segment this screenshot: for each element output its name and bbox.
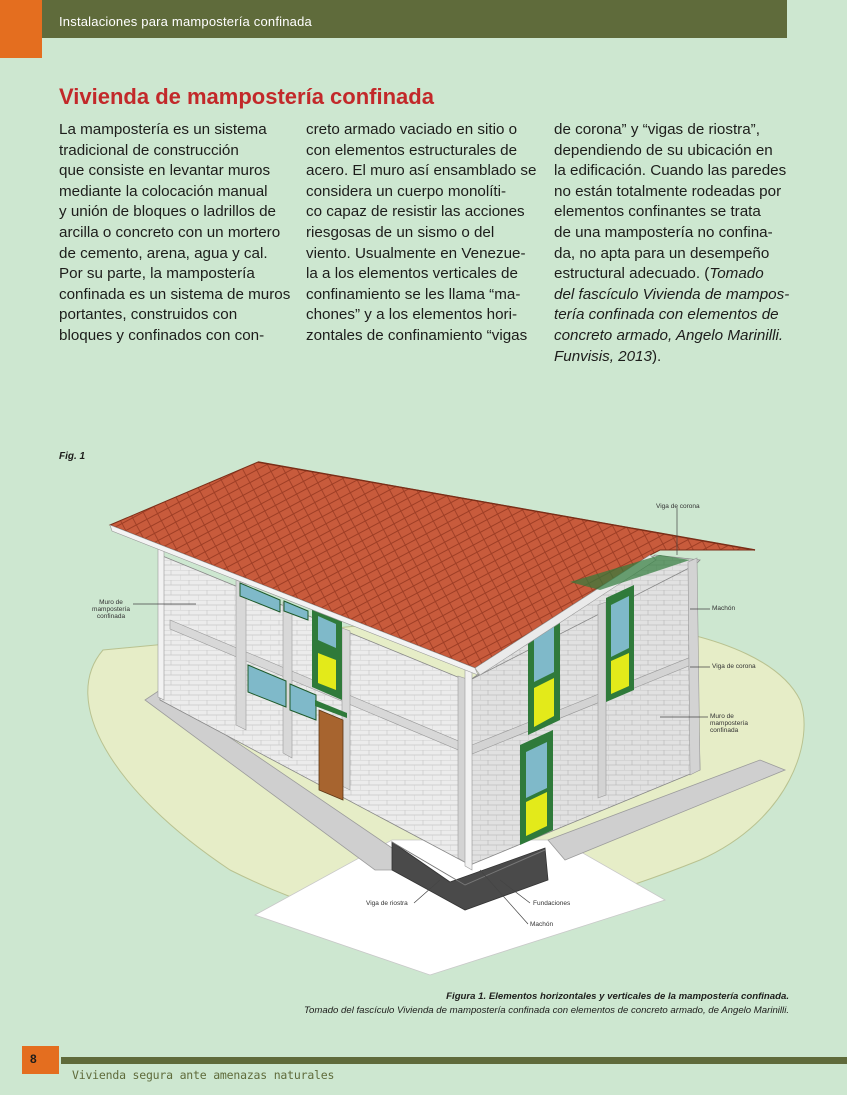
text-line: con elementos estructurales de [306, 141, 518, 159]
text-fragment: ). [651, 347, 662, 365]
callout-text: Muro de [99, 599, 123, 606]
text-line: chones” y a los elementos hori- [306, 306, 518, 324]
figure-caption [304, 990, 789, 1018]
section-title: Instalaciones para mampostería confinada [59, 14, 312, 29]
window-tall-front [312, 606, 342, 700]
text-line: elementos confinantes se trata [554, 203, 761, 221]
caption-title: Figura 1. Elementos horizontales y verticales de la mampostería confinada. [446, 991, 789, 1002]
article-title: Vivienda de mampostería confinada [59, 84, 434, 109]
tie-column-front [236, 580, 246, 730]
caption-source: Tomado del fascículo Vivienda de mampostería confinada con elementos de concreto armado, de Angelo Marinilli. [304, 1005, 789, 1016]
text-line: bloques y confinados con con- [59, 326, 265, 344]
text-line: viento. Usualmente en Venezue- [306, 244, 526, 262]
text-line: dependiendo de su ubicación en [554, 141, 773, 159]
text-line: co capaz de resistir las acciones [306, 203, 525, 221]
footer-bar [61, 1057, 847, 1064]
text-line: que consiste en levantar muros [59, 162, 271, 180]
text-line: arcilla o concreto con un mortero [59, 223, 281, 241]
callout-muro-left [88, 599, 134, 620]
citation-italic: Tomado [709, 265, 764, 283]
text-line: de una mampostería no confina- [554, 223, 773, 241]
callout-viga-riostra: Viga de riostra [366, 900, 408, 907]
callout-text: Muro de [710, 713, 734, 720]
text-line: zontales de confinamiento “vigas [306, 326, 528, 344]
footer-series-title: Vivienda segura ante amenazas naturales [72, 1068, 335, 1082]
text-line: da, no apta para un desempeño [554, 244, 770, 262]
citation-line: del fascículo Vivienda de mampos- [554, 285, 790, 303]
citation-line: tería confinada con elementos de [554, 306, 779, 324]
text-line: portantes, construidos con [59, 306, 238, 324]
callout-machon-bottom: Machón [530, 921, 554, 928]
downspout-front [158, 548, 164, 700]
citation-line: concreto armado, Angelo Marinilli. [554, 326, 784, 344]
page-number: 8 [30, 1052, 37, 1066]
callout-text: confinada [710, 727, 739, 734]
citation-italic: Funvisis, 2013 [554, 347, 652, 365]
callout-machon-right: Machón [712, 605, 736, 612]
callout-text: confinada [96, 613, 126, 620]
callout-text: mampostería [92, 606, 130, 613]
callout-fundaciones: Fundaciones [533, 900, 571, 907]
text-line: de corona” y “vigas de riostra”, [554, 121, 760, 138]
text-line: tradicional de construcción [59, 141, 239, 159]
text-line: de cemento, arena, agua y cal. [59, 244, 268, 262]
text-line: creto armado vaciado en sitio o [306, 121, 518, 138]
text-line: la a los elementos verticales de [306, 265, 518, 283]
text-line: riesgosas de un sismo o del [306, 223, 495, 241]
callout-text: mampostería [710, 720, 748, 727]
text-line: y unión de bloques o ladrillos de [59, 203, 276, 221]
callout-muro-right [710, 713, 748, 734]
text-line: confinamiento se les llama “ma- [306, 285, 521, 303]
page-number-box [22, 1046, 59, 1074]
text-fragment: estructural adecuado. ( [554, 265, 710, 283]
callout-viga-corona-top: Viga de corona [656, 503, 700, 510]
callout-viga-corona-right: Viga de corona [712, 663, 756, 670]
text-line: considera un cuerpo monolíti- [306, 182, 507, 200]
text-line: confinada es un sistema de muros [59, 285, 291, 303]
text-line: La mampostería es un sistema [59, 121, 267, 138]
figure-label: Fig. 1 [59, 451, 86, 462]
door [319, 710, 343, 800]
text-line: no están totalmente rodeadas por [554, 182, 782, 200]
text-line: la edificación. Cuando las paredes [554, 162, 787, 180]
text-line: acero. El muro así ensamblado se [306, 162, 537, 180]
text-line: Por su parte, la mampostería [59, 265, 255, 283]
text-line: mediante la colocación manual [59, 182, 268, 200]
